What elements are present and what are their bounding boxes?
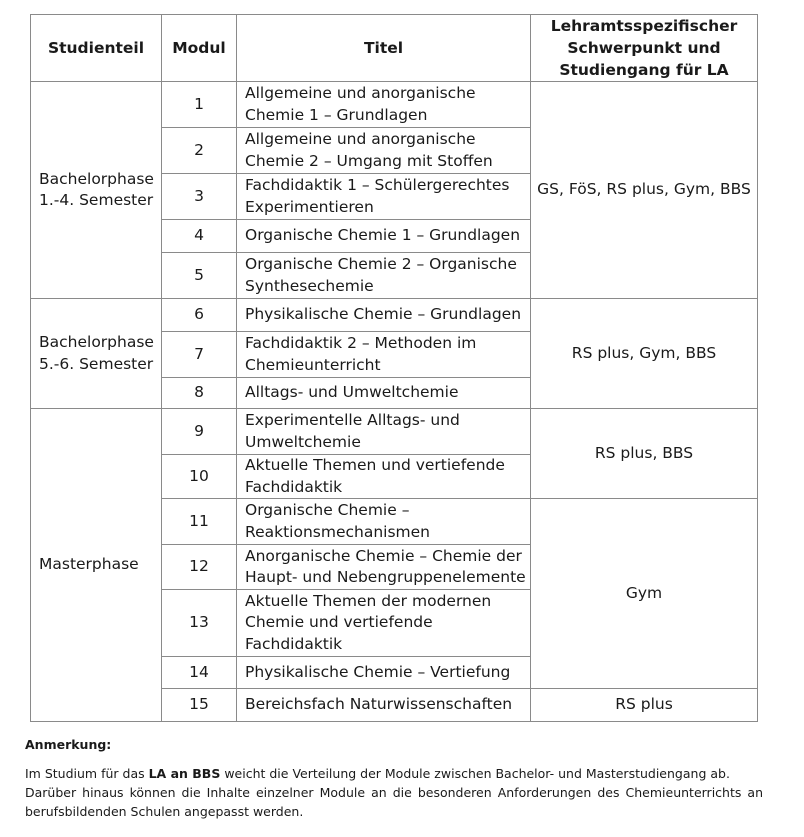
module-title: Experimentelle Alltags- und Umweltchemie xyxy=(237,409,531,455)
module-number: 13 xyxy=(162,590,237,657)
note-paragraph-1 xyxy=(25,764,763,783)
module-number: 1 xyxy=(162,82,237,128)
module-number: 14 xyxy=(162,657,237,689)
module-number: 15 xyxy=(162,689,237,722)
module-title: Allgemeine und anorganische Chemie 1 – Grundlagen xyxy=(237,82,531,128)
module-title: Bereichsfach Naturwissenschaften xyxy=(237,689,531,722)
module-number: 9 xyxy=(162,409,237,455)
module-table xyxy=(30,14,758,722)
table-row xyxy=(31,299,758,332)
module-title: Fachdidaktik 2 – Methoden im Chemieunterricht xyxy=(237,332,531,378)
note-paragraph-2: Darüber hinaus können die Inhalte einzelner Module an die besonderen Anforderungen des Chemieunterrichts an berufsbildenden Schulen angepasst werden. xyxy=(25,785,763,819)
module-title: Organische Chemie – Reaktionsmechanismen xyxy=(237,499,531,545)
header-schwerpunkt: Lehramtsspezifischer Schwerpunkt und Studiengang für LA xyxy=(531,15,758,82)
module-title: Aktuelle Themen der modernen Chemie und vertiefende Fachdidaktik xyxy=(237,590,531,657)
module-title: Aktuelle Themen und vertiefende Fachdidaktik xyxy=(237,455,531,499)
module-number: 3 xyxy=(162,174,237,220)
table-header-row xyxy=(31,15,758,82)
note-text: weicht die Verteilung der Module zwischen Bachelor- und Masterstudiengang ab. xyxy=(220,766,730,781)
phase-cell: Bachelorphase 1.-4. Semester xyxy=(31,82,162,299)
module-title: Allgemeine und anorganische Chemie 2 – Umgang mit Stoffen xyxy=(237,128,531,174)
header-studienteil: Studienteil xyxy=(31,15,162,82)
module-number: 10 xyxy=(162,455,237,499)
module-title: Physikalische Chemie – Vertiefung xyxy=(237,657,531,689)
module-number: 4 xyxy=(162,220,237,253)
module-number: 6 xyxy=(162,299,237,332)
module-number: 7 xyxy=(162,332,237,378)
schwerpunkt-cell: RS plus, BBS xyxy=(531,409,758,499)
module-table-container xyxy=(30,14,758,722)
module-number: 12 xyxy=(162,545,237,590)
schwerpunkt-cell: RS plus, Gym, BBS xyxy=(531,299,758,409)
module-number: 5 xyxy=(162,253,237,299)
module-number: 11 xyxy=(162,499,237,545)
phase-cell: Bachelorphase 5.-6. Semester xyxy=(31,299,162,409)
module-title: Fachdidaktik 1 – Schülergerechtes Experimentieren xyxy=(237,174,531,220)
note-text: Im Studium für das xyxy=(25,766,149,781)
schwerpunkt-cell: Gym xyxy=(531,499,758,689)
header-titel: Titel xyxy=(237,15,531,82)
module-title: Physikalische Chemie – Grundlagen xyxy=(237,299,531,332)
phase-cell: Masterphase xyxy=(31,409,162,722)
module-number: 8 xyxy=(162,378,237,409)
module-title: Alltags- und Umweltchemie xyxy=(237,378,531,409)
note-emphasis: LA an BBS xyxy=(148,766,221,781)
schwerpunkt-cell: GS, FöS, RS plus, Gym, BBS xyxy=(531,82,758,299)
module-title: Organische Chemie 1 – Grundlagen xyxy=(237,220,531,253)
schwerpunkt-cell: RS plus xyxy=(531,689,758,722)
note-section xyxy=(25,735,763,821)
module-title: Organische Chemie 2 – Organische Synthesechemie xyxy=(237,253,531,299)
note-title: Anmerkung: xyxy=(25,737,112,752)
table-row xyxy=(31,409,758,455)
module-number: 2 xyxy=(162,128,237,174)
header-modul: Modul xyxy=(162,15,237,82)
table-row xyxy=(31,82,758,128)
module-title: Anorganische Chemie – Chemie der Haupt- und Nebengruppenelemente xyxy=(237,545,531,590)
